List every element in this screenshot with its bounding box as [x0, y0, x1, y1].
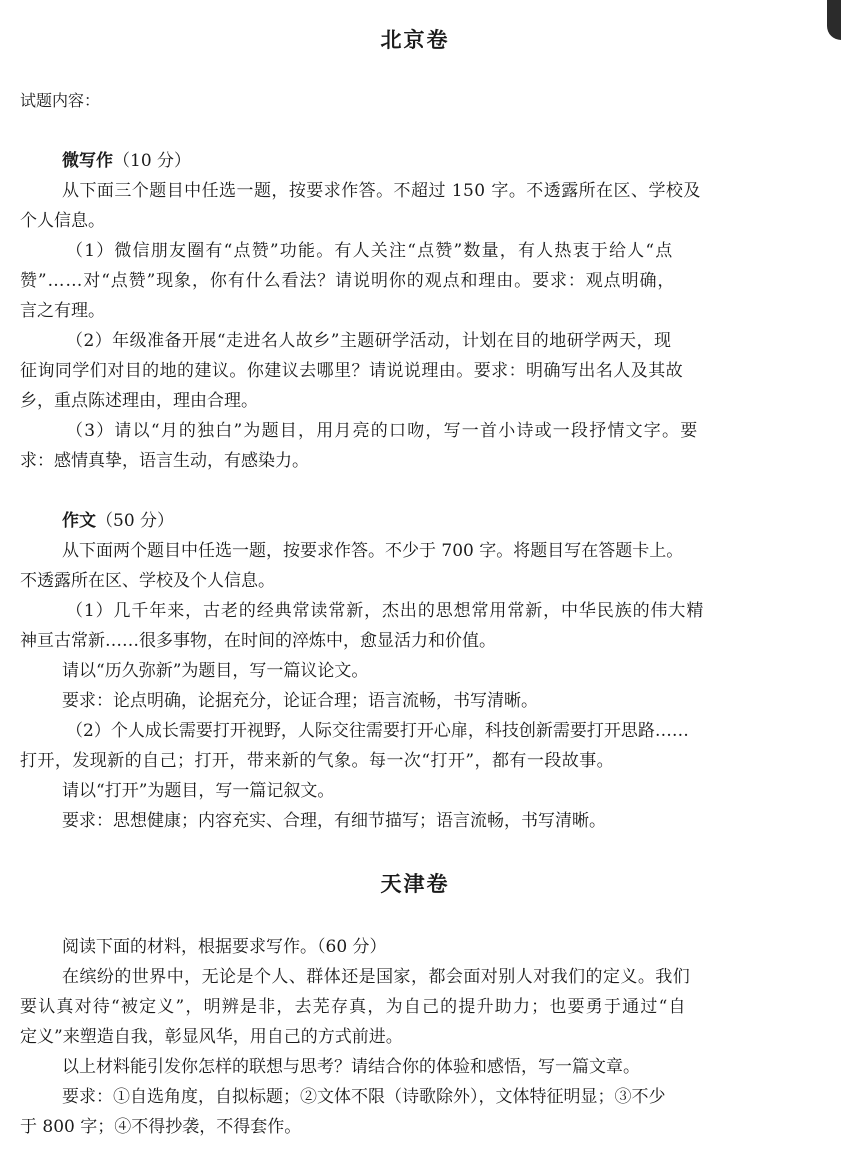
essay-q2-title: 请以“打开”为题目，写一篇记叙文。: [62, 781, 335, 801]
tianjin-question: 以上材料能引发你怎样的联想与思考？请结合你的体验和感悟，写一篇文章。: [62, 1057, 640, 1077]
essay-q1-line-2: 神亘古常新……很多事物，在时间的淬炼中，愈显活力和价值。: [20, 631, 496, 651]
micro-q1-line-2: 赞”……对“点赞”现象，你有什么看法？请说明你的观点和理由。要求：观点明确，: [20, 271, 676, 291]
micro-heading-text: 微写作: [62, 151, 113, 171]
micro-q3-line-1: （3）请以“月的独白”为题目，用月亮的口吻，写一首小诗或一段抒情文字。要: [66, 421, 699, 441]
essay-instruction-line-2: 不透露所在区、学校及个人信息。: [20, 571, 275, 591]
tianjin-material-line-1: 在缤纷的世界中，无论是个人、群体还是国家，都会面对别人对我们的定义。我们: [62, 967, 691, 987]
tianjin-instruction: 阅读下面的材料，根据要求写作。（60 分）: [62, 937, 387, 957]
intro-label: 试题内容：: [20, 91, 101, 110]
tianjin-material-line-2: 要认真对待“被定义”，明辨是非，去芜存真，为自己的提升助力；也要勇于通过“自: [20, 997, 687, 1017]
essay-q1-requirements: 要求：论点明确，论据充分，论证合理；语言流畅，书写清晰。: [62, 691, 538, 711]
essay-heading-text: 作文: [62, 511, 96, 531]
micro-q1-line-1: （1）微信朋友圈有“点赞”功能。有人关注“点赞”数量，有人热衷于给人“点: [66, 241, 674, 261]
micro-q1-line-3: 言之有理。: [20, 301, 105, 321]
essay-instruction-line-1: 从下面两个题目中任选一题，按要求作答。不少于 700 字。将题目写在答题卡上。: [62, 541, 684, 561]
micro-instruction-line-1: 从下面三个题目中任选一题，按要求作答。不超过 150 字。不透露所在区、学校及: [62, 181, 701, 201]
essay-score: （50 分）: [96, 511, 175, 531]
tianjin-requirements-line-1: 要求：①自选角度，自拟标题；②文体不限（诗歌除外），文体特征明显；③不少: [62, 1087, 666, 1107]
micro-instruction-line-2: 个人信息。: [20, 211, 105, 231]
corner-shadow: [827, 0, 841, 40]
essay-q2-line-1: （2）个人成长需要打开视野，人际交往需要打开心扉，科技创新需要打开思路……: [66, 721, 689, 741]
micro-score: （10 分）: [113, 151, 192, 171]
micro-q3-line-2: 求：感情真挚，语言生动，有感染力。: [20, 451, 309, 471]
micro-writing-heading: [20, 146, 841, 176]
essay-q2-line-2: 打开，发现新的自己；打开，带来新的气象。每一次“打开”，都有一段故事。: [20, 751, 615, 771]
essay-q1-title: 请以“历久弥新”为题目，写一篇议论文。: [62, 661, 369, 681]
essay-q2-requirements: 要求：思想健康；内容充实、合理，有细节描写；语言流畅，书写清晰。: [62, 811, 606, 831]
micro-q2-line-2: 征询同学们对目的地的建议。你建议去哪里？请说说理由。要求：明确写出名人及其故: [20, 361, 684, 381]
tianjin-requirements-line-2: 于 800 字；④不得抄袭，不得套作。: [20, 1117, 302, 1137]
micro-q2-line-1: （2）年级准备开展“走进名人故乡”主题研学活动，计划在目的地研学两天，现: [66, 331, 672, 351]
beijing-title: 北京卷: [380, 27, 450, 52]
essay-heading: [20, 506, 841, 536]
tianjin-title: 天津卷: [380, 871, 450, 896]
tianjin-material-line-3: 定义”来塑造自我，彰显风华，用自己的方式前进。: [20, 1027, 403, 1047]
essay-q1-line-1: （1）几千年来，古老的经典常读常新，杰出的思想常用常新，中华民族的伟大精: [66, 601, 705, 621]
micro-q2-line-3: 乡，重点陈述理由，理由合理。: [20, 391, 258, 411]
